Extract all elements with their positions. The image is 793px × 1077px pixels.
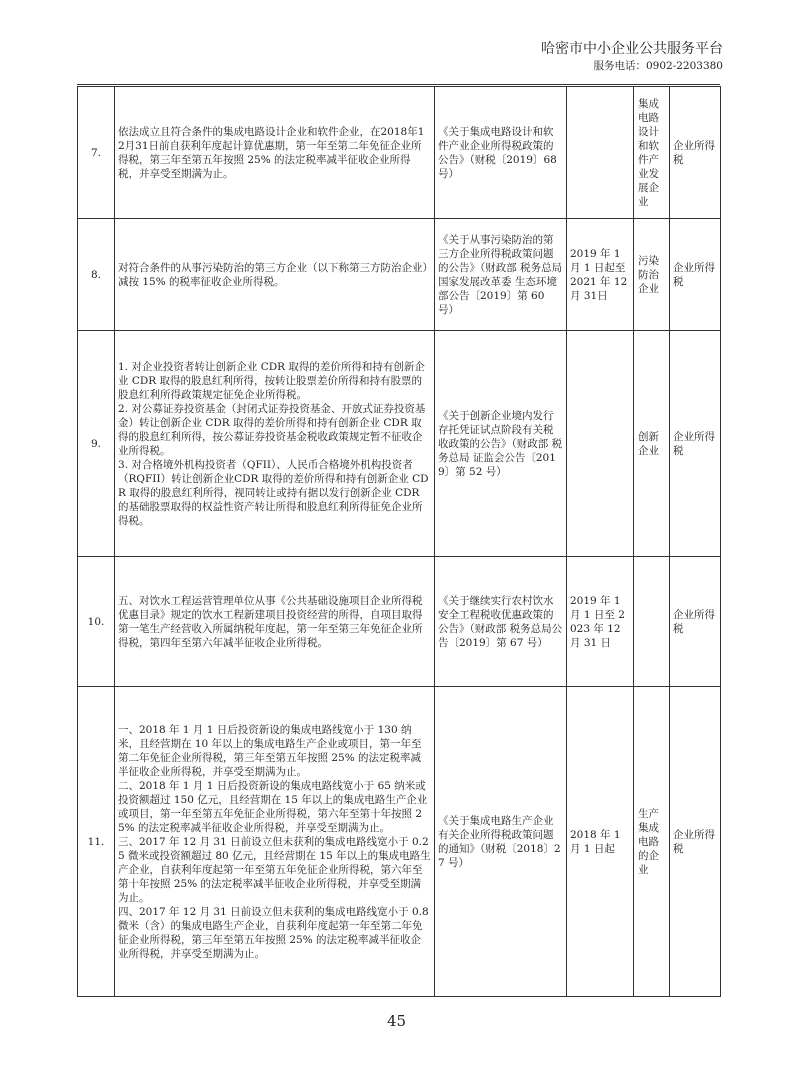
policy-content: 对符合条件的从事污染防治的第三方企业（以下称第三方防治企业）减按 15% 的税率征收企业所得税。 [115, 219, 435, 331]
policy-content: 依法成立且符合条件的集成电路设计企业和软件企业，在2018年12月31日前自获利年度起计算优惠期，第一年至第二年免征企业所得税，第三年至第五年按照 25% 的法定税率减半征收企业所得税，并享受至期满为止。 [115, 87, 435, 219]
policy-basis: 《关于集成电路设计和软件产业企业所得税政策的公告》（财税〔2019〕68 号） [435, 87, 567, 219]
row-number: 7. [78, 87, 115, 219]
applicable-target: 集成电路设计和软件产业发展企业 [634, 87, 670, 219]
page-header [541, 40, 723, 73]
policy-period [567, 331, 634, 557]
row-number: 11. [78, 687, 115, 997]
policy-period: 2019 年 1 月 1 日起至 2021 年 12 月 31日 [567, 219, 634, 331]
policy-content: 五、对饮水工程运营管理单位从事《公共基础设施项目企业所得税优惠目录》规定的饮水工程新建项目投资经营的所得，自项目取得第一笔生产经营收入所属纳税年度起，第一年至第三年免征企业所得税，第四年至第六年减半征收企业所得税。 [115, 557, 435, 687]
tax-type: 企业所得税 [670, 687, 721, 997]
table-row [78, 687, 721, 997]
tax-type: 企业所得税 [670, 557, 721, 687]
policy-table [77, 86, 721, 997]
policy-content: 1. 对企业投资者转让创新企业 CDR 取得的差价所得和持有创新企业 CDR 取得的股息红利所得，按转让股票差价所得和持有股票的股息红利所得政策规定征免企业所得税。 2. 对公募证券投资基金（封闭式证券投资基金、开放式证券投资基金）转让创新企业 CDR 取得的差价所得和持有创新企业 CDR 取得的股息红利所得，按公募证券投资基金税收政策规定暂不征收企业所得税。 3. 对合格境外机构投资者（QFII）、人民币合格境外机构投资者（RQFII）转让创新企业CDR 取得的差价所得和持有创新企业 CDR 取得的股息红利所得，视同转让或持有据以发行创新企业 CDR 的基础股票取得的权益性资产转让所得和股息红利所得征免企业所得税。 [115, 331, 435, 557]
table-row [78, 331, 721, 557]
page-number: 45 [386, 1012, 407, 1030]
policy-period [567, 87, 634, 219]
applicable-target: 创新企业 [634, 331, 670, 557]
table-row [78, 87, 721, 219]
applicable-target [634, 557, 670, 687]
table-row [78, 557, 721, 687]
table-row [78, 219, 721, 331]
header-rule [77, 84, 720, 85]
row-number: 10. [78, 557, 115, 687]
tax-type: 企业所得税 [670, 87, 721, 219]
policy-content: 一、2018 年 1 月 1 日后投资新设的集成电路线宽小于 130 纳米，且经营期在 10 年以上的集成电路生产企业或项目，第一年至第二年免征企业所得税，第三年至第五年按照 25% 的法定税率减半征收企业所得税，并享受至期满为止。 二、2018 年 1 月 1 日后投资新设的集成电路线宽小于 65 纳米或投资额超过 150 亿元，且经营期在 15 年以上的集成电路生产企业或项目，第一年至第五年免征企业所得税，第六年至第十年按照 25% 的法定税率减半征收企业所得税，并享受至期满为止。 三、2017 年 12 月 31 日前设立但未获利的集成电路线宽小于 0.25 微米或投资额超过 80 亿元，且经营期在 15 年以上的集成电路生产企业，自获利年度起第一年至第五年免征企业所得税，第六年至第十年按照 25% 的法定税率减半征收企业所得税，并享受至期满为止。 四、2017 年 12 月 31 日前设立但未获利的集成电路线宽小于 0.8 微米（含）的集成电路生产企业，自获利年度起第一年至第二年免征企业所得税，第三年至第五年按照 25% 的法定税率减半征收企业所得税，并享受至期满为止。 [115, 687, 435, 997]
applicable-target: 污染防治企业 [634, 219, 670, 331]
policy-basis: 《关于集成电路生产企业有关企业所得税政策问题的通知》（财税〔2018〕27 号） [435, 687, 567, 997]
policy-period: 2018 年 1 月 1 日起 [567, 687, 634, 997]
policy-basis: 《关于继续实行农村饮水安全工程税收优惠政策的公告》（财政部 税务总局公告〔2019〕第 67 号） [435, 557, 567, 687]
row-number: 8. [78, 219, 115, 331]
policy-basis: 《关于从事污染防治的第三方企业所得税政策问题的公告》（财政部 税务总局 国家发展改革委 生态环境部公告〔2019〕第 60 号） [435, 219, 567, 331]
tax-type: 企业所得税 [670, 219, 721, 331]
row-number: 9. [78, 331, 115, 557]
platform-name: 哈密市中小企业公共服务平台 [541, 41, 723, 57]
applicable-target: 生产集成电路的企业 [634, 687, 670, 997]
tax-type: 企业所得税 [670, 331, 721, 557]
service-phone: 服务电话：0902-2203380 [593, 60, 723, 72]
policy-period: 2019 年 1 月 1 日至 2023 年 12 月 31 日 [567, 557, 634, 687]
policy-basis: 《关于创新企业境内发行存托凭证试点阶段有关税收政策的公告》（财政部 税务总局 证监会公告〔2019〕第 52 号） [435, 331, 567, 557]
